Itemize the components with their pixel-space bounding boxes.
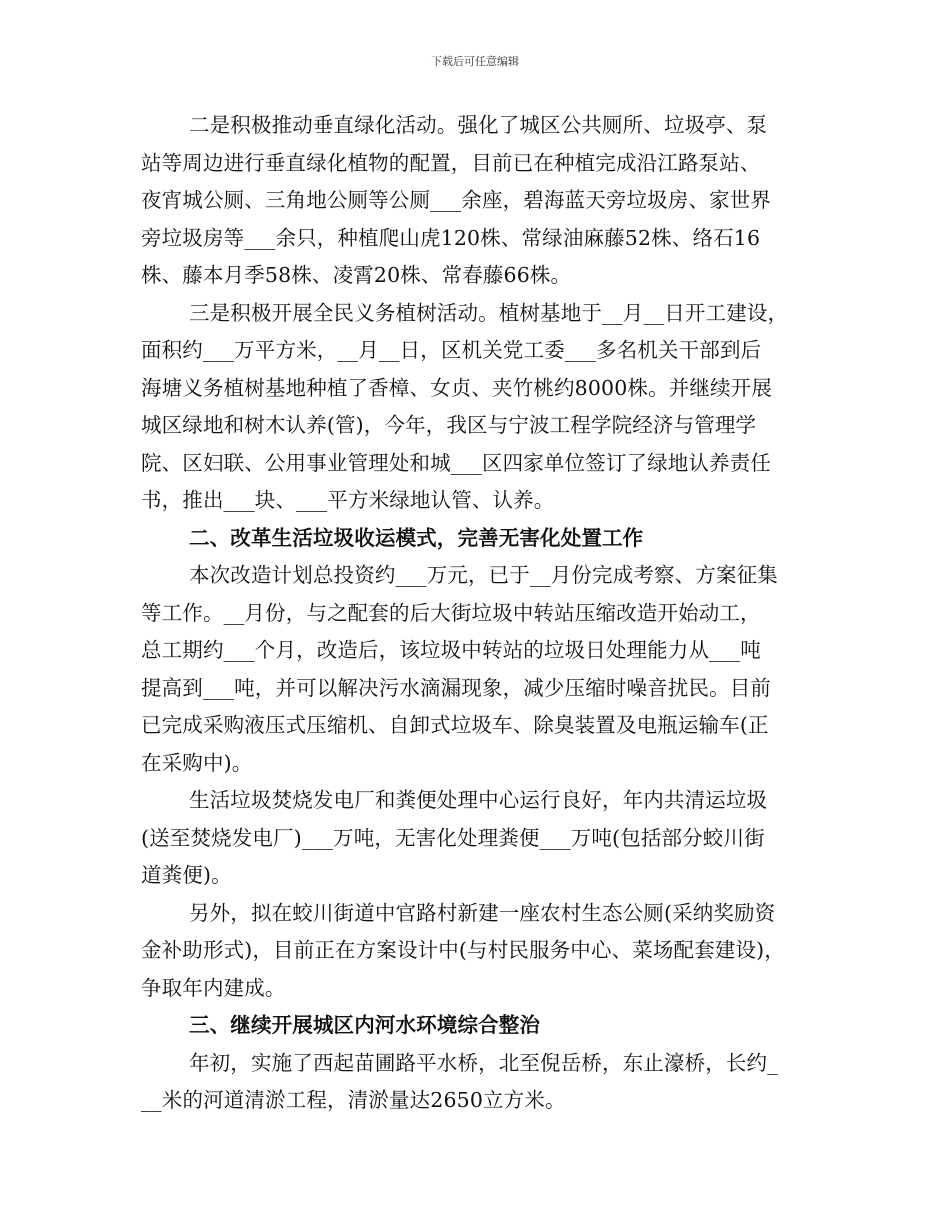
paragraph-line: 生活垃圾焚烧发电厂和粪便处理中心运行良好，年内共清运垃圾 <box>189 788 768 812</box>
paragraph-line: 已完成采购液压式压缩机、自卸式垃圾车、除臭装置及电瓶运输车(正 <box>141 713 769 737</box>
paragraph-line: __米的河道清淤工程，清淤量达2650立方米。 <box>141 1088 566 1112</box>
paragraph-line: 二是积极推动垂直绿化活动。强化了城区公共厕所、垃圾亭、泵 <box>189 113 768 137</box>
paragraph-line: 另外，拟在蛟川街道中官路村新建一座农村生态公厕(采纳奖励资 <box>189 900 776 925</box>
paragraph-line: 夜宵城公厕、三角地公厕等公厕___余座，碧海蓝天旁垃圾房、家世界 <box>141 188 772 212</box>
paragraph-line: 书，推出___块、___平方米绿地认管、认养。 <box>141 488 555 512</box>
paragraph-line: 站等周边进行垂直绿化植物的配置，目前已在种植完成沿江路泵站、 <box>141 150 761 175</box>
document-body <box>141 107 815 1120</box>
paragraph-line: 海塘义务植树基地种植了香樟、女贞、夹竹桃约8000株。并继续开展 <box>141 375 772 400</box>
section-heading: 二、改革生活垃圾收运模式，完善无害化处置工作 <box>189 525 644 550</box>
paragraph-line: 争取年内建成。 <box>141 975 286 1000</box>
paragraph-line: 城区绿地和树木认养(管)，今年，我区与宁波工程学院经济与管理学 <box>141 413 757 437</box>
paragraph-line: 年初，实施了西起苗圃路平水桥，北至倪岳桥，东止濠桥，长约_ <box>189 1050 778 1075</box>
paragraph-line: 株、藤本月季58株、凌霄20株、常春藤66株。 <box>141 263 572 287</box>
paragraph-line: 金补助形式)，目前正在方案设计中(与村民服务中心、菜场配套建设)， <box>141 938 785 962</box>
paragraph-line: 院、区妇联、公用事业管理处和城___区四家单位签订了绿地认养责任 <box>141 450 772 475</box>
paragraph-line: 等工作。__月份，与之配套的后大街垃圾中转站压缩改造开始动工， <box>141 600 761 625</box>
paragraph-line: 总工期约___个月，改造后，该垃圾中转站的垃圾日处理能力从___吨 <box>141 638 761 662</box>
paragraph-line: 三是积极开展全民义务植树活动。植树基地于__月__日开工建设， <box>189 300 789 325</box>
paragraph-line: 道粪便)。 <box>141 863 232 887</box>
paragraph-line: 提高到___吨，并可以解决污水滴漏现象，减少压缩时噪音扰民。目前 <box>141 675 772 700</box>
paragraph-line: 面积约___万平方米，__月__日，区机关党工委___多名机关干部到后 <box>141 338 762 362</box>
page-header: 下载后可任意编辑 <box>431 55 519 68</box>
paragraph-line: (送至焚烧发电厂)___万吨，无害化处理粪便___万吨(包括部分蛟川街 <box>141 825 765 850</box>
paragraph-line: 在采购中)。 <box>141 750 253 775</box>
paragraph-line: 旁垃圾房等___余只，种植爬山虎120株、常绿油麻藤52株、络石16 <box>141 225 761 250</box>
section-heading: 三、继续开展城区内河水环境综合整治 <box>189 1013 541 1037</box>
paragraph-line: 本次改造计划总投资约___万元，已于__月份完成考察、方案征集 <box>189 563 778 587</box>
